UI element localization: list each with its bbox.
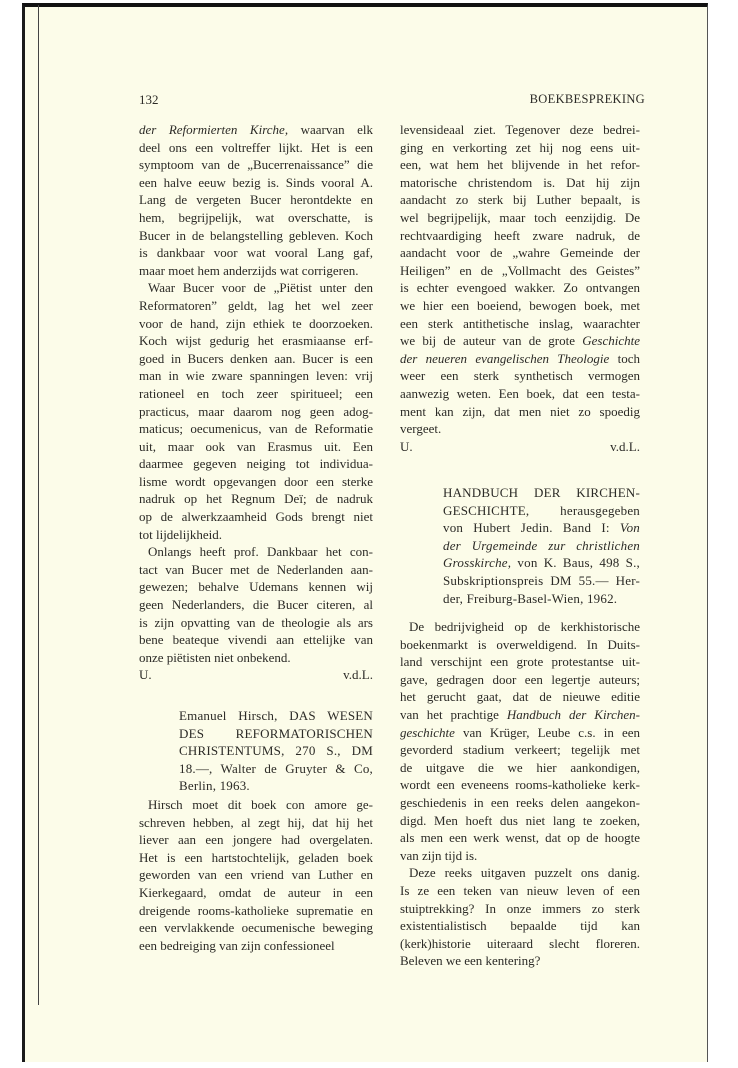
jedin-bibliography: [443, 484, 640, 607]
text-line: matorische christendom is. Dat hij zijn: [400, 174, 640, 190]
text-line: De bedrijvigheid op de kerkhistorische: [409, 619, 640, 634]
italic-title-text: Geschichte: [582, 333, 640, 349]
text-line: boekenmarkt is overweldigend. In Duits-: [400, 636, 640, 652]
text-line: vergeet.: [400, 421, 442, 437]
text-line: Het is een hartstochtelijk, geladen boek: [139, 849, 373, 865]
text-segment: von K. Baus, 498 S.,: [511, 555, 640, 571]
text-line: [400, 332, 640, 350]
text-line: lisme wordt opgevangen door een sterke: [139, 473, 373, 489]
text-line: een bedreiging van zijn confessioneel: [139, 937, 335, 953]
text-line: [443, 537, 640, 555]
text-line: levensideaal ziet. Tegenover deze bedrei-: [400, 122, 640, 137]
italic-title-text: der Reformierten Kirche,: [139, 122, 289, 137]
text-line: nadruk op het Regnum Deï; de nadruk: [139, 491, 373, 507]
text-line: ging en verkorting zet hij nog eens uit-: [400, 139, 640, 155]
text-line: symptoom van de „Bucerrenaissance” die: [139, 157, 373, 173]
reviewer-initials: v.d.L.: [343, 667, 373, 683]
italic-title-text: Grosskirche,: [443, 555, 512, 571]
text-line: onze piëtisten niet onbekend.: [139, 649, 291, 665]
left-review-end: [139, 121, 373, 684]
text-segment: van het prachtige: [400, 706, 507, 722]
text-line: Hirsch moet dit boek con amore ge-: [148, 797, 373, 812]
signature-initial: U.: [139, 667, 152, 683]
page-number: 132: [139, 92, 159, 107]
text-line: [400, 706, 640, 724]
text-line: [400, 350, 640, 368]
text-line: wel begrijpelijk, maar toch eenzijdig. De: [400, 209, 640, 225]
paragraph: [139, 796, 373, 954]
running-title: BOEKBESPREKING: [529, 92, 645, 106]
italic-title-text: der Urgemeinde zur christlichen: [443, 537, 640, 553]
text-line: Emanuel Hirsch, DAS WESEN: [179, 708, 373, 723]
text-line: tot lijdelijkheid.: [139, 526, 223, 542]
text-line: Subskriptionspreis DM 55.— Her-: [443, 572, 640, 588]
text-line: maar moet hem anderzijds wat corrigeren.: [139, 262, 359, 278]
text-segment: toch: [609, 350, 640, 366]
text-line: als men een werk wenst, dat op de hoogte: [400, 830, 640, 846]
text-line: hem, begrijpelijk, wat overschatte, is: [139, 209, 373, 225]
text-line: daarmee gegeven neiging tot individua-: [139, 456, 373, 472]
text-line: digd. Men hoeft dus niet lang te zoeken,: [400, 812, 640, 828]
text-line: rechtvaardiging heeft zware nadruk, de: [400, 227, 640, 243]
text-line: is zijn opvatting van de theologie als ars: [139, 614, 373, 630]
hirsch-review-conclusion: [400, 121, 640, 455]
text-line: schreven hebben, al zegt hij, dat hij het: [139, 814, 373, 830]
text-line: rationeel en toch zeer spiritueel; een: [139, 385, 373, 401]
text-line: [139, 121, 373, 139]
paragraph: [400, 864, 640, 970]
text-line: [400, 724, 640, 742]
text-line: uit, maar ook van Erasmus uit. Een: [139, 438, 373, 454]
text-line: een, wat hem het blijvende in het refor-: [400, 157, 640, 173]
text-line: ment kan zijn, dat men niet zo spoedig: [400, 403, 640, 419]
text-line: aandacht voor de „wahre Gemeinde der: [400, 245, 640, 261]
text-line: HANDBUCH DER KIRCHEN-: [443, 485, 640, 500]
text-line: is dankbaar voor wat vooral Lang gaf,: [139, 245, 373, 261]
text-line: voor de hand, zijn ethiek te doorzoeken.: [139, 315, 373, 331]
text-line: geschiedenis in een reeks delen aangekon-: [400, 794, 640, 810]
text-line: Reformatoren” geldt, lag het wel zeer: [139, 297, 373, 313]
text-line: 18.—, Walter de Gruyter & Co,: [179, 760, 373, 776]
text-line: Lang de vergeten Bucer herontdekte en: [139, 192, 373, 208]
text-segment: von Hubert Jedin. Band I:: [443, 520, 620, 536]
text-line: GESCHICHTE, herausgegeben: [443, 502, 640, 518]
text-line: Berlin, 1963.: [179, 778, 250, 794]
text-line: aandacht zo sterk bij Luther bepaalt, is: [400, 192, 640, 208]
jedin-review-body: [400, 618, 640, 970]
text-line: geworden van een vriend van Luther en: [139, 867, 373, 883]
text-line: geen Nederlanders, die Bucer citeren, al: [139, 597, 373, 613]
reviewer-signature: [139, 666, 373, 684]
text-line: Kierkegaard, omdat de auteur in een: [139, 884, 373, 900]
text-line: stuiptrekking? In onze immers zo sterk: [400, 900, 640, 916]
text-line: CHRISTENTUMS, 270 S., DM: [179, 743, 373, 759]
text-line: een halve eeuw bezig is. Sinds vooral A.: [139, 174, 373, 190]
text-line: gave, gedragen door een legertje auteurs;: [400, 671, 640, 687]
paragraph: [139, 543, 373, 666]
text-line: deel ons een voltreffer lijkt. Het is een: [139, 139, 373, 155]
italic-title-text: der neueren evangelischen Theologie: [400, 350, 610, 366]
text-line: van zijn tijd is.: [400, 847, 478, 863]
paragraph: [400, 121, 640, 438]
text-line: wordt een eveneens rooms-katholieke kerk-: [400, 777, 640, 793]
text-line: we hier een boeiend, bewogen boek, met: [400, 297, 640, 313]
text-line: [443, 554, 640, 572]
text-line: Koch wijst gedurig het erasmiaanse erf-: [139, 333, 373, 349]
text-line: land verschijnt een grote protestantse uit-: [400, 654, 640, 670]
text-line: [443, 519, 640, 537]
text-line: Beleven we een kentering?: [400, 953, 541, 969]
text-line: Onlangs heeft prof. Dankbaar het con-: [148, 544, 373, 560]
text-line: bene beateque vivendi aan ettelijke van: [139, 632, 373, 648]
reviewer-signature: [400, 438, 640, 456]
text-line: Waar Bucer voor de „Piëtist unter den: [148, 280, 373, 296]
hirsch-review-body: [139, 796, 373, 954]
text-line: existentialistisch bepaalde tijd kan: [400, 918, 640, 934]
text-line: aanwezig weten. Een boek, dat een testa-: [400, 385, 640, 401]
text-line: Deze reeks uitgaven puzzelt ons danig.: [409, 865, 640, 881]
paragraph: [139, 279, 373, 543]
text-line: is echter evengoed wakker. Zo ontvangen: [400, 280, 640, 296]
text-line: Heiligen” en de „Vollmacht des Geistes”: [400, 262, 640, 278]
text-line: maticus; oecumenicus, van de Reformatie: [139, 421, 373, 437]
paragraph: [400, 618, 640, 864]
italic-title-text: Von: [619, 520, 640, 536]
text-line: der, Freiburg-Basel-Wien, 1962.: [443, 590, 618, 606]
text-line: Is ze een teken van nieuw leven of een: [400, 882, 640, 898]
text-line: liever aan een jongere had overgelaten.: [139, 832, 373, 848]
reviewer-initials: v.d.L.: [610, 438, 640, 454]
text-line: een vervlakkende oecumenische beweging: [139, 920, 373, 936]
text-segment: waarvan elk: [288, 122, 373, 137]
text-line: gevorderd stadium verkeert; tegelijk met: [400, 742, 640, 758]
text-segment: we bij de auteur van de grote: [400, 333, 583, 349]
text-line: goed in Bucers denken aan. Bucer is een: [139, 350, 373, 366]
paragraph: [139, 121, 373, 279]
text-line: het gerucht gaat, dat de nieuwe editie: [400, 689, 640, 705]
text-line: tact van Bucer met de Nederlanden aan-: [139, 561, 373, 577]
text-line: op de alwerkzaamheid Gods brengt niet: [139, 509, 373, 525]
signature-initial: U.: [400, 438, 413, 454]
text-line: Bucer in de belangstelling gebleven. Koch: [139, 227, 373, 243]
text-segment: van Krüger, Leube c.s. in een: [454, 724, 640, 740]
hirsch-bibliography: [179, 707, 373, 795]
page-edge-line: [38, 5, 39, 1005]
text-line: practicus, maar daarom nog geen adog-: [139, 403, 373, 419]
text-line: weer een sterk synthetisch vermogen: [400, 368, 640, 384]
text-line: een sterk antithetische inslag, waarachter: [400, 315, 640, 331]
text-line: man in wie zware spanningen leven: vrij: [139, 368, 373, 384]
text-line: gewezen; behalve Udemans kennen wij: [139, 579, 373, 595]
text-line: dreigende rooms-katholieke suprematie en: [139, 902, 373, 918]
text-line: de uitgave die we hier aankondigen,: [400, 759, 640, 775]
text-line: (kerk)historie uiteraard slecht floreren.: [400, 935, 640, 951]
italic-title-text: Handbuch der Kirchen-: [506, 706, 640, 722]
text-line: DES REFORMATORISCHEN: [179, 725, 373, 741]
italic-title-text: geschichte: [400, 724, 455, 740]
